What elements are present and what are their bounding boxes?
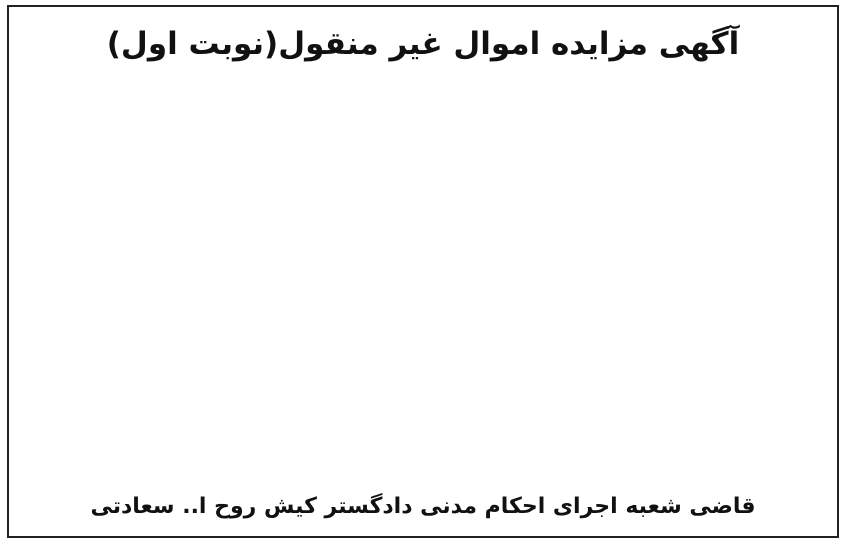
notice-headline: آگهی مزایده اموال غیر منقول(نوبت اول) (106, 26, 740, 62)
notice-body (23, 75, 823, 475)
notice-sheet (7, 5, 839, 538)
notice-signature: قاضی شعبه اجرای احکام مدنی دادگستر کیش روح ا.. سعادتی (90, 494, 756, 519)
